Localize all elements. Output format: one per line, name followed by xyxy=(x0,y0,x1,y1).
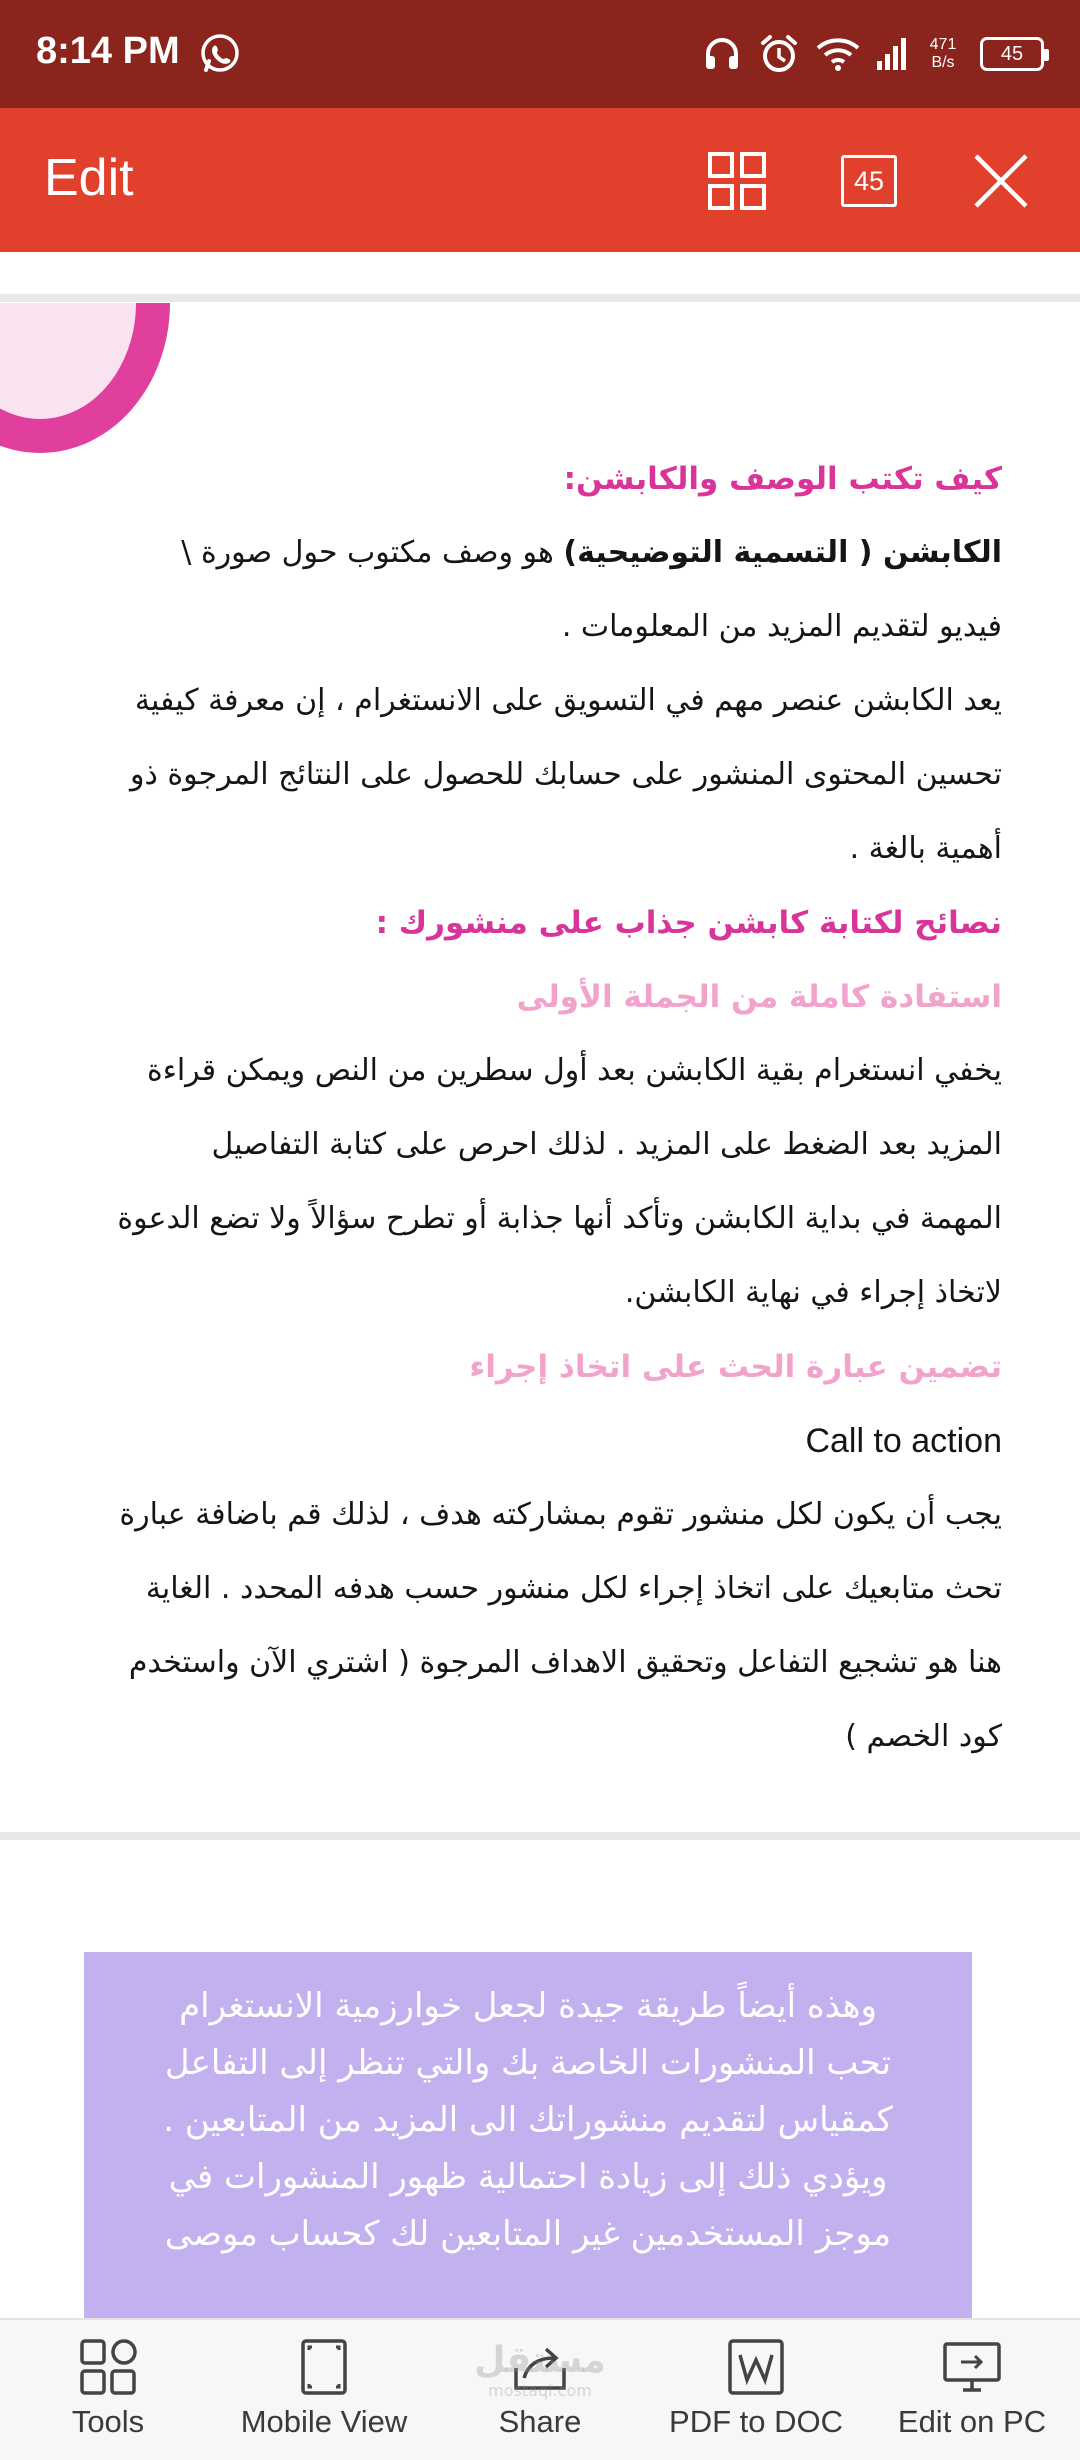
grid-view-button[interactable] xyxy=(706,150,768,212)
whatsapp-icon xyxy=(198,32,242,76)
tools-icon xyxy=(79,2338,137,2396)
status-bar xyxy=(0,0,1080,108)
mobile-view-label: Mobile View xyxy=(240,2404,408,2439)
headset-icon xyxy=(702,34,742,74)
signal-icon xyxy=(876,37,906,71)
page-count-icon xyxy=(841,155,897,207)
mobile-view-button[interactable] xyxy=(216,2320,432,2460)
pdf-to-doc-button[interactable] xyxy=(648,2320,864,2460)
paragraph-line: كمقياس لتقديم منشوراتك الى المزيد من المتابعين . xyxy=(163,2100,893,2140)
edit-on-pc-button[interactable] xyxy=(864,2320,1080,2460)
paragraph-line: أهمية بالغة . xyxy=(849,831,1002,866)
paragraph-line: يجب أن يكون لكل منشور تقوم بمشاركته هدف ، لذلك قم باضافة عبارة xyxy=(119,1497,1002,1532)
page-separator xyxy=(0,294,1080,302)
word-doc-icon xyxy=(727,2338,785,2396)
wifi-icon xyxy=(816,36,860,72)
page-title: Edit xyxy=(44,149,134,207)
paragraph-line: يعد الكابشن عنصر مهم في التسويق على الانستغرام ، إن معرفة كيفية xyxy=(134,683,1002,718)
paragraph-line: هنا هو تشجيع التفاعل وتحقيق الاهداف المرجوة ( اشتري الآن واستخدم xyxy=(128,1645,1002,1680)
alarm-icon xyxy=(758,33,800,75)
paragraph-line: موجز المستخدمين غير المتابعين لك كحساب موصى xyxy=(164,2214,892,2254)
mobile-view-icon xyxy=(299,2338,349,2396)
document-page-2[interactable] xyxy=(0,1844,1080,2320)
decorative-circle xyxy=(0,303,170,453)
network-speed xyxy=(922,36,964,72)
purple-box-text xyxy=(84,1978,972,2263)
document-text xyxy=(42,442,1002,1774)
grid-icon xyxy=(707,151,767,211)
page-separator xyxy=(0,1832,1080,1840)
app-bar xyxy=(0,108,1080,252)
paragraph-line: لاتخاذ إجراء في نهاية الكابشن. xyxy=(624,1275,1002,1310)
edit-on-pc-label: Edit on PC xyxy=(897,2404,1047,2439)
subheading-call-to-action: تضمين عبارة الحث على اتخاذ إجراء xyxy=(469,1349,1002,1385)
tools-button[interactable] xyxy=(0,2320,216,2460)
paragraph-line: المهمة في بداية الكابشن وتأكد أنها جذابة أو تطرح سؤالاً ولا تضع الدعوة xyxy=(117,1201,1002,1236)
paragraph-line: فيديو لتقديم المزيد من المعلومات . xyxy=(561,609,1002,644)
watermark-text: مستقل xyxy=(474,2340,606,2381)
network-speed-unit: B/s xyxy=(931,54,955,71)
watermark-url: mostaql.com xyxy=(488,2381,592,2400)
purple-text-box xyxy=(84,1952,972,2320)
pdf-to-doc-label: PDF to DOC xyxy=(669,2404,843,2439)
call-to-action-label: Call to action xyxy=(805,1422,1002,1460)
heading-how-to-write-caption: كيف تكتب الوصف والكابشن: xyxy=(563,461,1002,497)
network-speed-value: 471 xyxy=(929,36,957,53)
monitor-icon xyxy=(941,2338,1003,2396)
paragraph-line: ويؤدي ذلك إلى زيادة احتمالية ظهور المنشورات في xyxy=(168,2157,888,2197)
paragraph-line: تحسين المحتوى المنشور على حسابك للحصول على النتائج المرجوة ذو xyxy=(130,757,1002,792)
battery-level: 45 xyxy=(1000,42,1024,65)
subheading-first-sentence: استفادة كاملة من الجملة الأولى xyxy=(516,979,1002,1015)
caption-definition: هو وصف مكتوب حول صورة \ xyxy=(181,535,554,570)
page-count: 45 xyxy=(853,165,885,196)
document-page[interactable] xyxy=(0,303,1080,1833)
watermark xyxy=(470,2340,610,2400)
close-icon xyxy=(972,152,1030,210)
page-count-button[interactable] xyxy=(838,150,900,212)
paragraph-line: كود الخصم ) xyxy=(845,1719,1002,1754)
paragraph-line: يخفي انستغرام بقية الكابشن بعد أول سطرين من النص ويمكن قراءة xyxy=(147,1053,1002,1088)
share-label: Share xyxy=(498,2404,582,2439)
heading-caption-tips: نصائح لكتابة كابشن جذاب على منشورك : xyxy=(375,905,1002,941)
paragraph-line: تحب المنشورات الخاصة بك والتي تنظر إلى التفاعل xyxy=(164,2043,892,2083)
close-button[interactable] xyxy=(970,150,1032,212)
caption-term: الكابشن ( التسمية التوضيحية) xyxy=(563,535,1002,570)
paragraph-line: تحث متابعيك على اتخاذ إجراء لكل منشور حسب هدفه المحدد . الغاية xyxy=(145,1571,1002,1606)
tools-label: Tools xyxy=(71,2404,145,2439)
battery-icon xyxy=(980,37,1044,71)
paragraph-line: وهذه أيضاً طريقة جيدة لجعل خوارزمية الانستغرام xyxy=(179,1986,877,2026)
status-time: 8:14 PM xyxy=(36,30,180,72)
paragraph-line xyxy=(42,516,1002,590)
paragraph-line: المزيد بعد الضغط على المزيد . لذلك احرص على كتابة التفاصيل xyxy=(211,1127,1002,1162)
